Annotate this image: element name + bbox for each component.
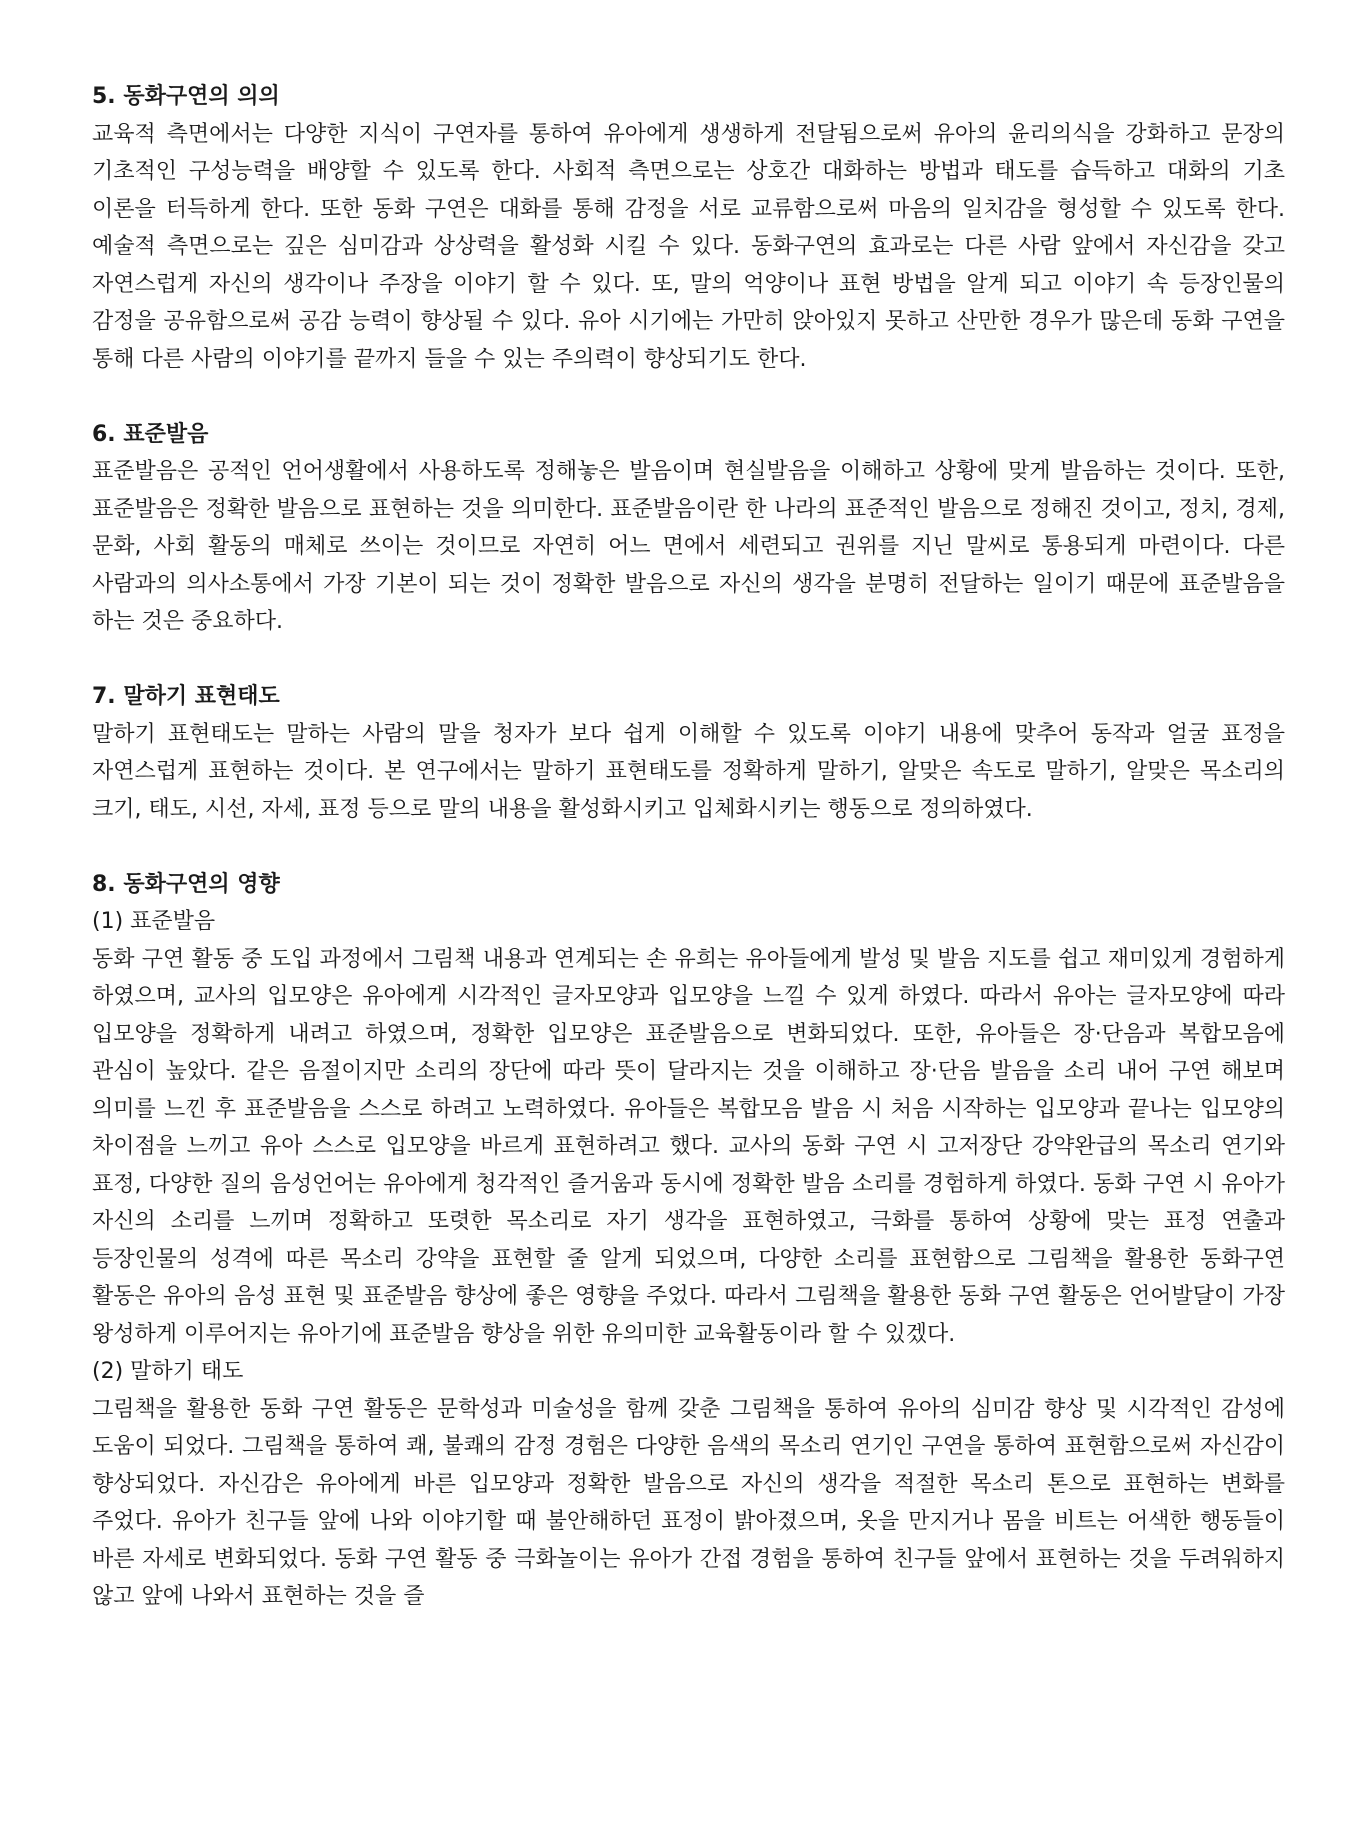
subsection-paragraph: 그림책을 활용한 동화 구연 활동은 문학성과 미술성을 함께 갖춘 그림책을 통하여 유아의 심미감 향상 및 시각적인 감성에 도움이 되었다. 그림책을 통하여 쾌, 불쾌의 감정 경험은 다양한 음색의 목소리 연기인 구연을 통하여 표현함으로써 자신감이 향상되었다. 자신감은 유아에게 바른 입모양과 정확한 발음으로 자신의 생각을 적절한 목소리 톤으로 표현하는 변화를 주었다. 유아가 친구들 앞에 나와 이야기할 때 불안해하던 표정이 밝아졌으며, 옷을 만지거나 몸을 비트는 어색한 행동들이 바른 자세로 변화되었다. 동화 구연 활동 중 극화놀이는 유아가 간접 경험을 통하여 친구들 앞에서 표현하는 것을 두려워하지 않고 앞에 나와서 표현하는 것을 즐 (92, 1396, 1285, 1609)
section-heading: 7. 말하기 표현태도 (92, 684, 280, 709)
section-paragraph: 말하기 표현태도는 말하는 사람의 말을 청자가 보다 쉽게 이해할 수 있도록 이야기 내용에 맞추어 동작과 얼굴 표정을 자연스럽게 표현하는 것이다. 본 연구에서는 말하기 표현태도를 정확하게 말하기, 알맞은 속도로 말하기, 알맞은 목소리의 크기, 태도, 시선, 자세, 표정 등으로 말의 내용을 활성화시키고 입체화시키는 행동으로 정의하였다. (92, 721, 1285, 822)
section-paragraph: 교육적 측면에서는 다양한 지식이 구연자를 통하여 유아에게 생생하게 전달됨으로써 유아의 윤리의식을 강화하고 문장의 기초적인 구성능력을 배양할 수 있도록 한다. 사회적 측면으로는 상호간 대화하는 방법과 태도를 습득하고 대화의 기초 이론을 터득하게 한다. 또한 동화 구연은 대화를 통해 감정을 서로 교류함으로써 마음의 일치감을 형성할 수 있도록 한다. 예술적 측면으로는 깊은 심미감과 상상력을 활성화 시킬 수 있다. 동화구연의 효과로는 다른 사람 앞에서 자신감을 갖고 자연스럽게 자신의 생각이나 주장을 이야기 할 수 있다. 또, 말의 억양이나 표현 방법을 알게 되고 이야기 속 등장인물의 감정을 공유함으로써 공감 능력이 향상될 수 있다. 유아 시기에는 가만히 앉아있지 못하고 산만한 경우가 많은데 동화 구연을 통해 다른 사람의 이야기를 끝까지 들을 수 있는 주의력이 향상되기도 한다. (92, 121, 1285, 372)
document-page (92, 78, 1285, 1653)
section-heading: 5. 동화구연의 의의 (92, 84, 280, 109)
section-heading: 6. 표준발음 (92, 421, 209, 447)
subsection-title: (1) 표준발음 (92, 909, 216, 934)
subsection-paragraph: 동화 구연 활동 중 도입 과정에서 그림책 내용과 연계되는 손 유희는 유아들에게 발성 및 발음 지도를 쉽고 재미있게 경험하게 하였으며, 교사의 입모양은 유아에게 시각적인 글자모양과 입모양을 느낄 수 있게 하였다. 따라서 유아는 글자모양에 따라 입모양을 정확하게 내려고 하였으며, 정확한 입모양은 표준발음으로 변화되었다. 또한, 유아들은 장·단음과 복합모음에 관심이 높았다. 같은 음절이지만 소리의 장단에 따라 뜻이 달라지는 것을 이해하고 장·단음 발음을 소리 내어 구연 해보며 의미를 느낀 후 표준발음을 스스로 하려고 노력하였다. 유아들은 복합모음 발음 시 처음 시작하는 입모양과 끝나는 입모양의 차이점을 느끼고 유아 스스로 입모양을 바르게 표현하려고 했다. 교사의 동화 구연 시 고저장단 강약완급의 목소리 연기와 표정, 다양한 질의 음성언어는 유아에게 청각적인 즐거움과 동시에 정확한 발음 소리를 경험하게 하였다. 동화 구연 시 유아가 자신의 소리를 느끼며 정확하고 또렷한 목소리로 자기 생각을 표현하였고, 극화를 통하여 상황에 맞는 표정 연출과 등장인물의 성격에 따른 목소리 강약을 표현할 줄 알게 되었으며, 다양한 소리를 표현함으로 그림책을 활용한 동화구연 활동은 유아의 음성 표현 및 표준발음 향상에 좋은 영향을 주었다. 따라서 그림책을 활용한 동화 구연 활동은 언어발달이 가장 왕성하게 이루어지는 유아기에 표준발음 향상을 위한 유의미한 교육활동이라 할 수 있겠다. (92, 946, 1285, 1347)
section-heading: 8. 동화구연의 영향 (92, 871, 280, 897)
section-paragraph: 표준발음은 공적인 언어생활에서 사용하도록 정해놓은 발음이며 현실발음을 이해하고 상황에 맞게 발음하는 것이다. 또한, 표준발음은 정확한 발음으로 표현하는 것을 의미한다. 표준발음이란 한 나라의 표준적인 발음으로 정해진 것이고, 정치, 경제, 문화, 사회 활동의 매체로 쓰이는 것이므로 자연히 어느 면에서 세련되고 권위를 지닌 말씨로 통용되게 마련이다. 다른 사람과의 의사소통에서 가장 기본이 되는 것이 정확한 발음으로 자신의 생각을 분명히 전달하는 일이기 때문에 표준발음을 하는 것은 중요하다. (92, 459, 1285, 634)
section-6 (92, 416, 1285, 641)
subsection-title: (2) 말하기 태도 (92, 1359, 244, 1384)
section-5 (92, 78, 1285, 378)
section-7 (92, 678, 1285, 828)
section-8 (92, 866, 1285, 1616)
